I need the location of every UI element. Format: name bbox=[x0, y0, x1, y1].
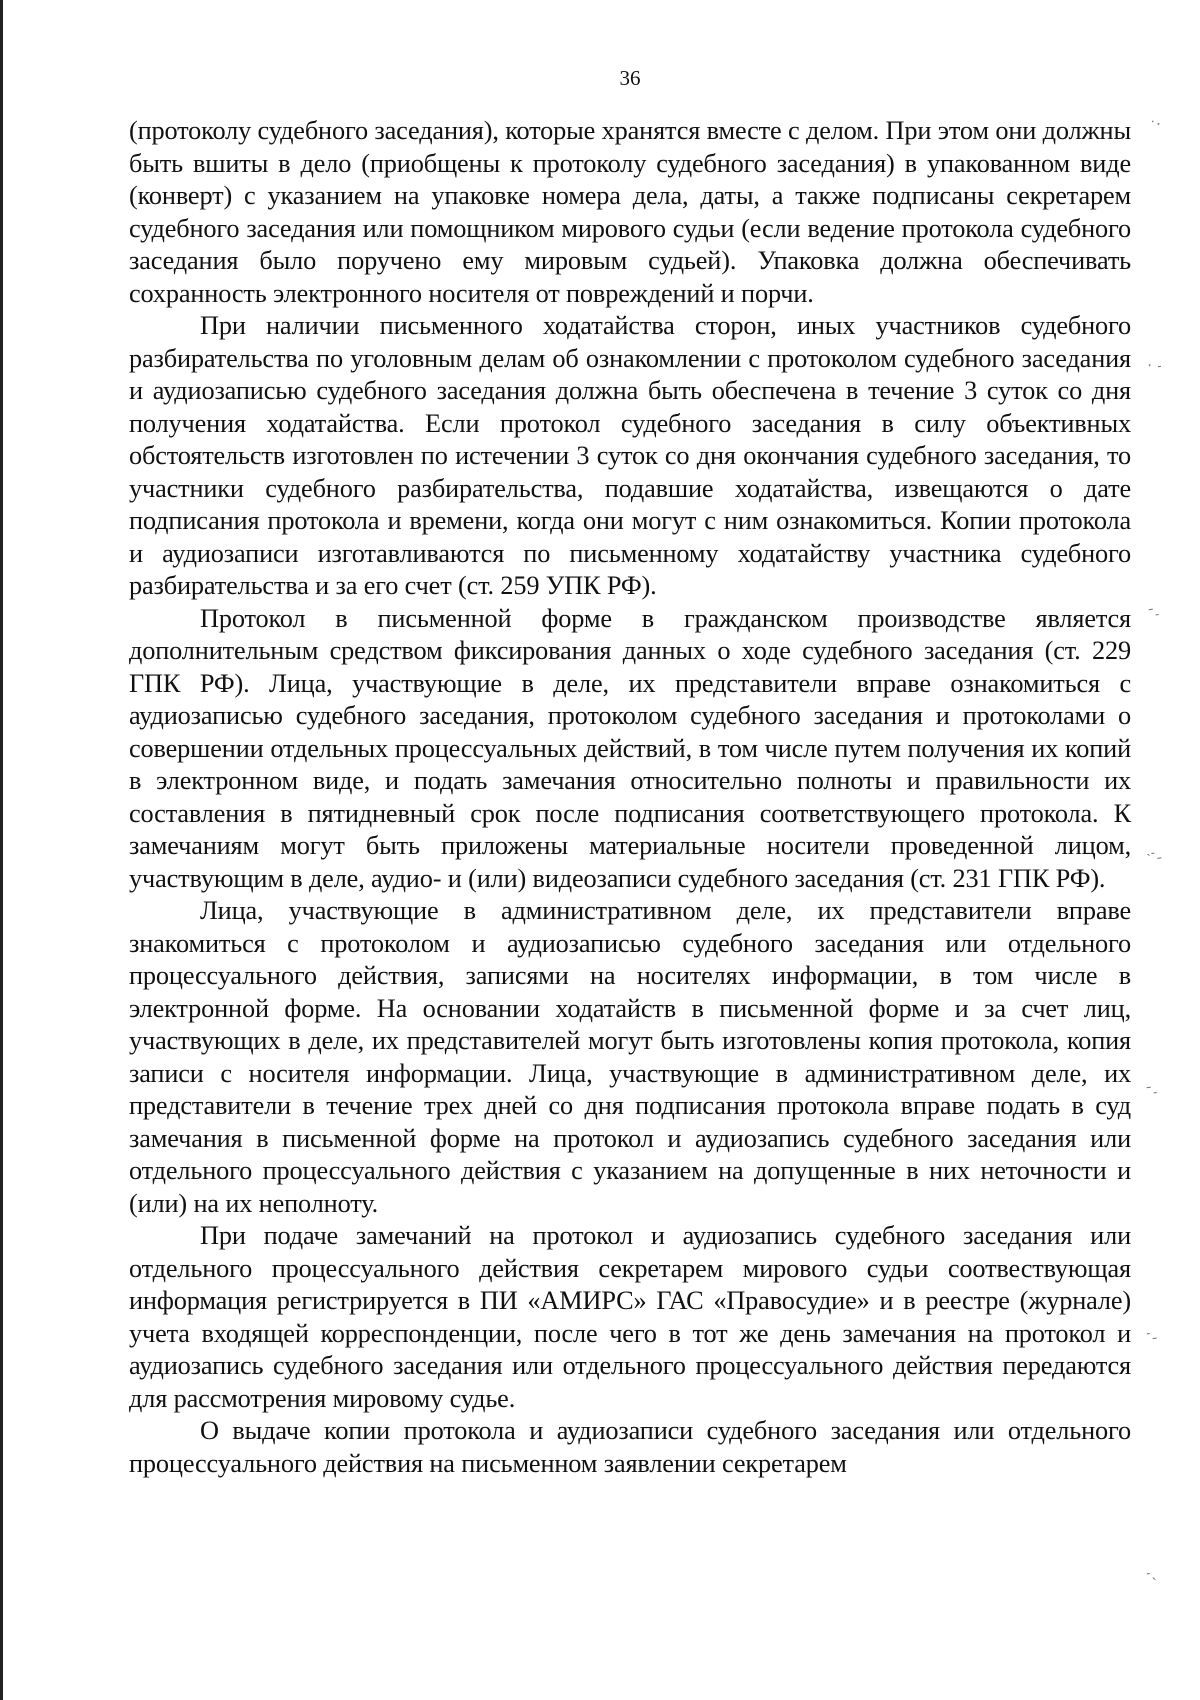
page-number: 36 bbox=[619, 66, 641, 90]
scan-artifact-mark: ˗ˎ bbox=[1144, 1564, 1159, 1582]
scan-artifact-mark: ˑ ˗ bbox=[1146, 358, 1163, 376]
paragraph-continuation: (протоколу судебного заседания), которые хранятся вместе с делом. При этом они должны быть вшиты в дело (приобщены к протоколу судебного заседания) в упакованном виде (конверт) с указанием на упаковке номера дела, даты, а также подписаны секретарем судебного заседания или помощником мирового судьи (если ведение протокола судебного заседания было поручено ему мировым судьей). Упаковка должна обеспечивать сохранность электронного носителя от повреждений и порчи. bbox=[129, 116, 1131, 308]
scan-artifact-mark: ˗ˍ bbox=[1144, 1324, 1159, 1342]
scan-left-edge bbox=[0, 0, 3, 1700]
scan-artifact-mark: ˙ˑ bbox=[1148, 118, 1163, 136]
paragraph-administrative-cases: Лица, участвующие в административном деле, их представители вправе знакомиться с протоколом и аудиозаписью судебного заседания или отдельного процессуального действия, записями на носителях информации, в том числе в электронной форме. На основании ходатайств в письменной форме и за счет лиц, участвующих в деле, их представителей могут быть изготовлены копия протокола, копия записи с носителя информации. Лица, участвующие в административном деле, их представители в течение трех дней со дня подписания протокола вправе подать в суд замечания в письменной форме на протокол и аудиозапись судебного заседания или отдельного процессуального действия с указанием на допущенные в них неточности и (или) на их неполноту. bbox=[129, 896, 1131, 1218]
paragraph-civil-proceedings: Протокол в письменной форме в гражданском производстве является дополнительным средством фиксирования данных о ходе судебного заседания (ст. 229 ГПК РФ). Лица, участвующие в деле, их представители вправе ознакомиться с аудиозаписью судебного заседания, протоколом судебного заседания и протоколами о совершении отдельных процессуальных действий, в том числе путем получения их копий в электронном виде, и подать замечания относительно полноты и правильности их составления в пятидневный срок после подписания соответствующего протокола. К замечаниям могут быть приложены материальные носители проведенной лицом, участвующим в деле, аудио- и (или) видеозаписи судебного заседания (ст. 231 ГПК РФ). bbox=[129, 603, 1131, 893]
scan-artifact-mark: ˴˗ˍ bbox=[1144, 843, 1164, 863]
scan-artifact-mark: ˉ˗ bbox=[1144, 1084, 1159, 1102]
paragraph-copy-issuance: О выдаче копии протокола и аудиозаписи судебного заседания или отдельного процессуального действия на письменном заявлении секретарем bbox=[129, 1416, 1131, 1478]
scan-artifact-mark: ˉ˗ bbox=[1146, 606, 1161, 624]
document-body bbox=[129, 115, 1131, 1480]
paragraph-remarks-registration: При подаче замечаний на протокол и аудиозапись судебного заседания или отдельного процессуального действия секретарем мирового судьи соотвествующая информация регистрируется в ПИ «АМИРС» ГАС «Правосудие» и в реестре (журнале) учета входящей корреспонденции, после чего в тот же день замечания на протокол и аудиозапись судебного заседания или отдельного процессуального действия передаются для рассмотрения мировому судье. bbox=[129, 1221, 1131, 1413]
paragraph-criminal-cases: При наличии письменного ходатайства сторон, иных участников судебного разбирательства по уголовным делам об ознакомлении с протоколом судебного заседания и аудиозаписью судебного заседания должна быть обеспечена в течение 3 суток со дня получения ходатайства. Если протокол судебного заседания в силу объективных обстоятельств изготовлен по истечении 3 суток со дня окончания судебного заседания, то участники судебного разбирательства, подавшие ходатайства, извещаются о дате подписания протокола и времени, когда они могут с ним ознакомиться. Копии протокола и аудиозаписи изготавливаются по письменному ходатайству участника судебного разбирательства и за его счет (ст. 259 УПК РФ). bbox=[129, 311, 1131, 600]
